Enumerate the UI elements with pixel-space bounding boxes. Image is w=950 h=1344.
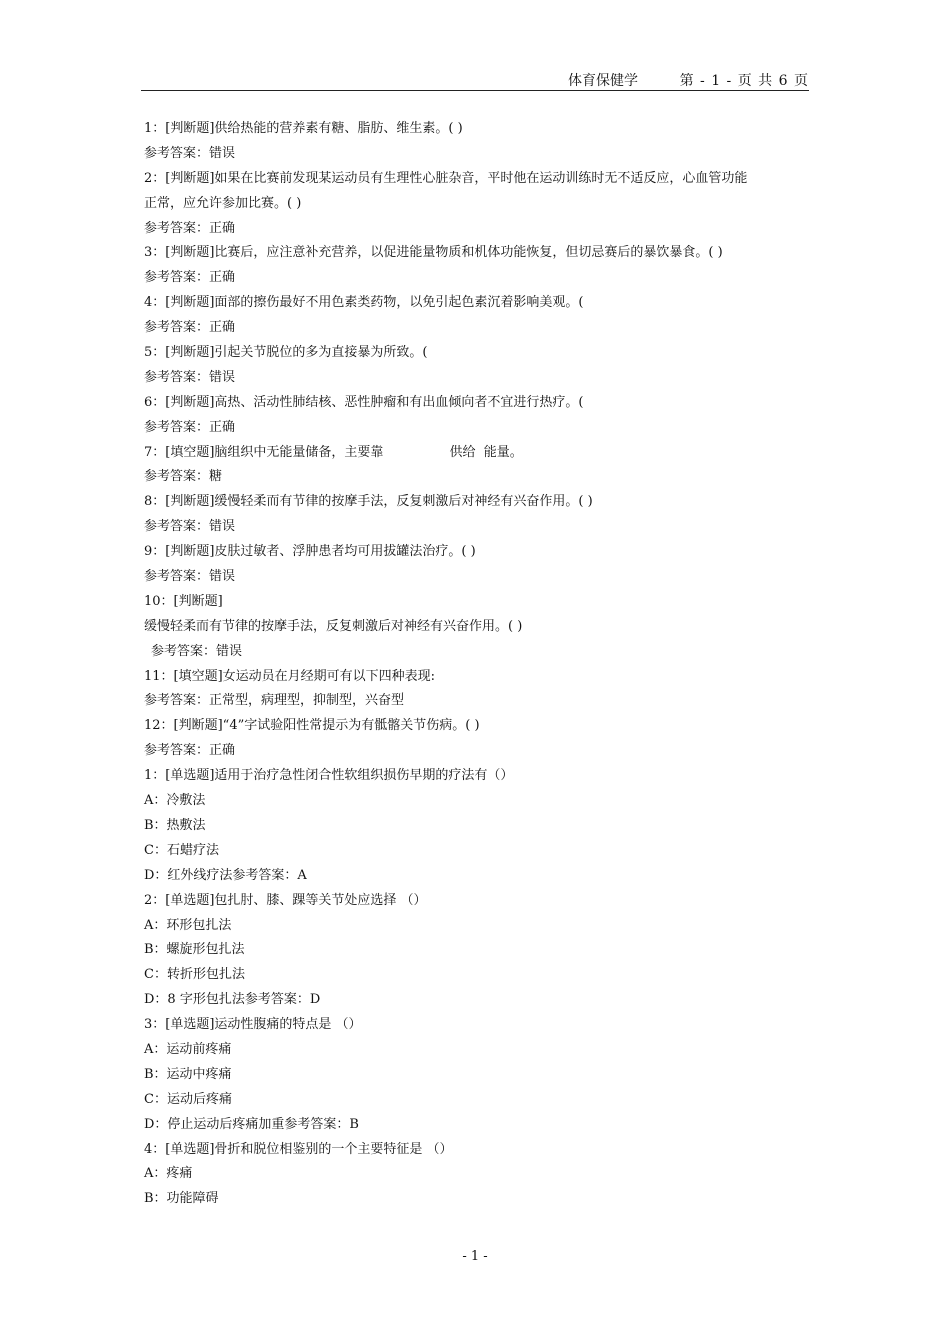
document-body [144, 117, 812, 1212]
text-line: 5：[判断题]引起关节脱位的多为直接暴为所致。( [144, 345, 428, 361]
text-line: 8：[判断题]缓慢轻柔而有节律的按摩手法，反复刺激后对神经有兴奋作用。( ) [144, 494, 593, 510]
text-line: 4：[判断题]面部的擦伤最好不用色素类药物，以免引起色素沉着影响美观。( [144, 295, 584, 311]
question-line: 2：[单选题]包扎肘、膝、踝等关节处应选择 （） [144, 892, 427, 908]
page-header [141, 66, 809, 91]
option-line: C：石蜡疗法 [144, 842, 219, 858]
text-line: 6：[判断题]高热、活动性肺结核、恶性肿瘤和有出血倾向者不宜进行热疗。( [144, 394, 584, 410]
answer-line: 参考答案：错误 [144, 369, 236, 385]
option-line: C：转折形包扎法 [144, 967, 245, 983]
header-subject: 体育保健学 [568, 73, 638, 89]
answer-line: 参考答案：糖 [144, 469, 223, 485]
text-line: 12：[判断题]“4”字试验阳性常提示为有骶髂关节伤病。( ) [144, 718, 480, 734]
text-line: 缓慢轻柔而有节律的按摩手法，反复刺激后对神经有兴奋作用。( ) [144, 618, 523, 634]
answer-line: 参考答案：错误 [151, 643, 243, 659]
text-line: 10：[判断题] [144, 593, 223, 609]
text-line: 9：[判断题]皮肤过敏者、浮肿患者均可用拔罐法治疗。( ) [144, 544, 476, 560]
question-line: 3：[单选题]运动性腹痛的特点是 （） [144, 1017, 362, 1033]
option-line: C：运动后疼痛 [144, 1091, 232, 1107]
header-page-info: 第 - 1 - 页 共 6 页 [679, 73, 809, 89]
answer-line: 参考答案：正确 [144, 320, 236, 336]
option-line: A：环形包扎法 [144, 917, 232, 933]
answer-line: 参考答案：正确 [144, 270, 236, 286]
text-line: 1：[判断题]供给热能的营养素有糖、脂肪、维生素。( ) [144, 121, 463, 136]
text-line: 正常，应允许参加比赛。( ) [144, 195, 302, 211]
option-line: D：停止运动后疼痛加重参考答案：B [144, 1116, 359, 1132]
answer-line: 参考答案：正确 [144, 419, 236, 435]
option-line: D：红外线疗法参考答案：A [144, 867, 307, 883]
question-line: 1：[单选题]适用于治疗急性闭合性软组织损伤早期的疗法有（） [144, 768, 514, 784]
option-line: A：疼痛 [144, 1166, 193, 1182]
text-line: 2：[判断题]如果在比赛前发现某运动员有生理性心脏杂音，平时他在运动训练时无不适反应，心血管功能 [144, 170, 748, 186]
text-line: 11：[填空题]女运动员在月经期可有以下四种表现: [144, 668, 436, 684]
answer-line: 参考答案：正确 [144, 220, 236, 236]
option-line: B：运动中疼痛 [144, 1066, 232, 1082]
answer-line: 参考答案：错误 [144, 569, 236, 585]
option-line: B：螺旋形包扎法 [144, 942, 245, 958]
text-line: 3：[判断题]比赛后，应注意补充营养，以促进能量物质和机体功能恢复，但切忌赛后的暴饮暴食。( ) [144, 245, 723, 261]
answer-line: 参考答案：正确 [144, 743, 236, 759]
option-line: A：冷敷法 [144, 793, 206, 809]
page-footer-number: - 1 - [462, 1249, 488, 1264]
option-line: A：运动前疼痛 [144, 1041, 232, 1057]
option-line: B：热敷法 [144, 817, 206, 833]
text-line: 7：[填空题]脑组织中无能量储备，主要靠 供给 能量。 [144, 444, 523, 460]
answer-line: 参考答案：错误 [144, 145, 236, 161]
question-line: 4：[单选题]骨折和脱位相鉴别的一个主要特征是 （） [144, 1141, 453, 1157]
answer-line: 参考答案：错误 [144, 519, 236, 535]
answer-line: 参考答案：正常型，病理型，抑制型，兴奋型 [144, 693, 405, 709]
option-line: D：8 字形包扎法参考答案：D [144, 992, 321, 1008]
option-line: B：功能障碍 [144, 1191, 219, 1207]
